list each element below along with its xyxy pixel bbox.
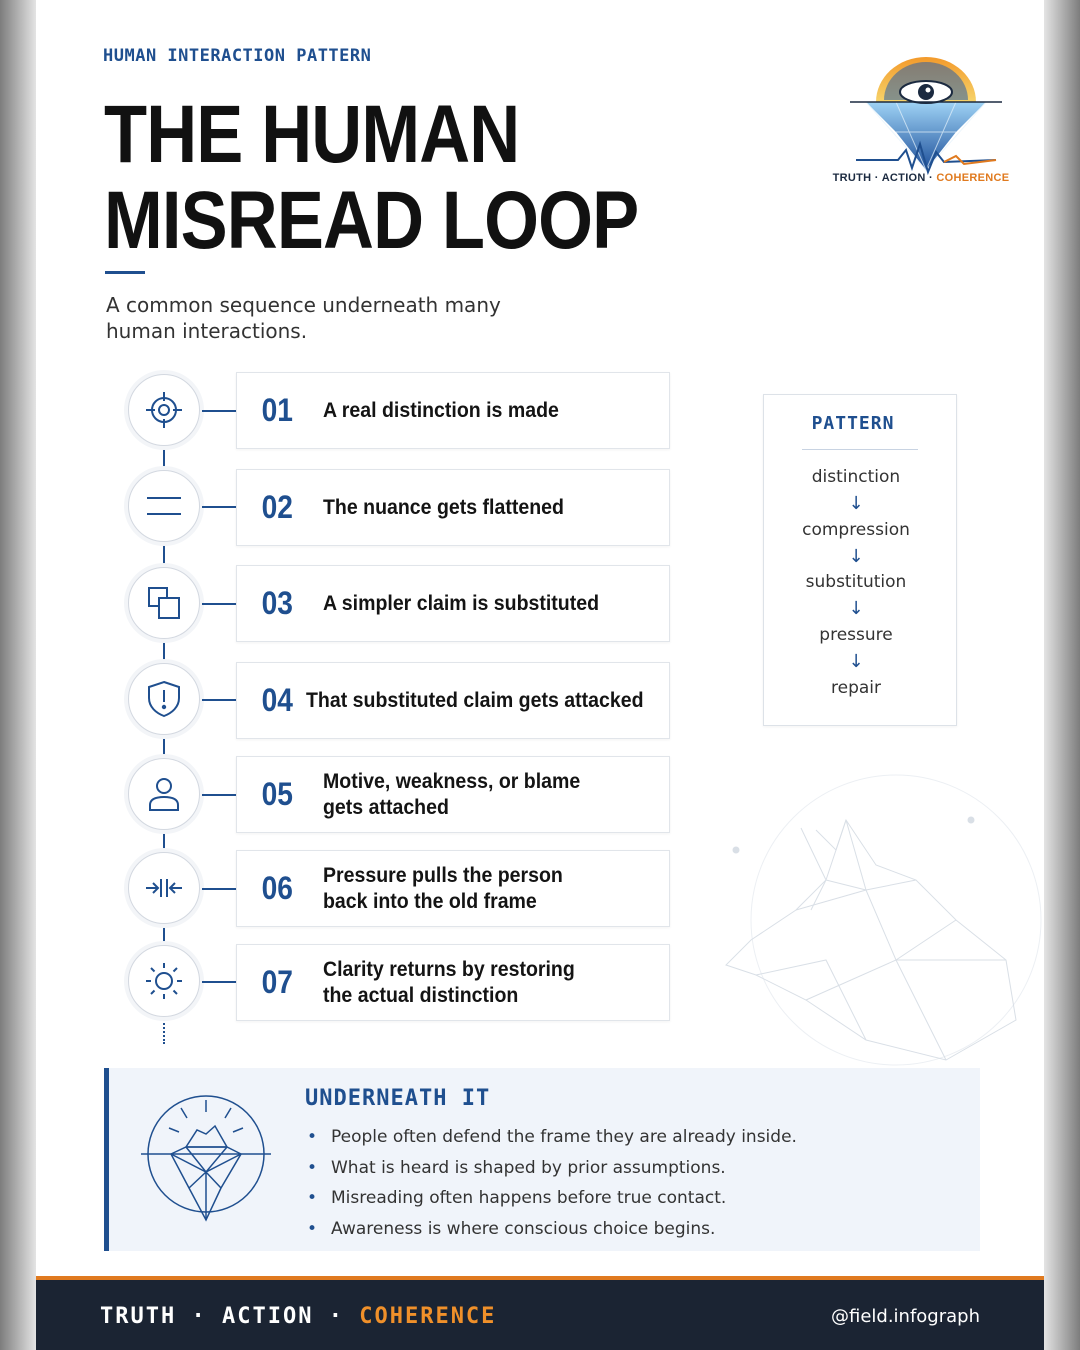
eyebrow-label: HUMAN INTERACTION PATTERN (103, 46, 372, 66)
target-icon (128, 374, 200, 446)
step-card-02 (236, 469, 670, 546)
step-label: Motive, weakness, or blame gets attached (323, 769, 581, 819)
step-connector (202, 981, 236, 983)
step-card-07 (236, 944, 670, 1021)
step-connector (202, 794, 236, 796)
step-number: 04 (261, 682, 293, 718)
title-accent-bar (105, 271, 145, 274)
pattern-item: pressure (819, 625, 893, 645)
eye-diamond-icon (836, 52, 1016, 192)
step-connector (202, 410, 236, 412)
step-label: A real distinction is made (323, 398, 559, 422)
step-card-03 (236, 565, 670, 642)
step-number: 02 (261, 489, 293, 525)
footer-bar (36, 1276, 1044, 1350)
pattern-divider (802, 449, 918, 450)
person-icon (128, 758, 200, 830)
arrow-down-icon: ↓ (848, 651, 864, 672)
step-number: 03 (261, 585, 293, 621)
footer-handle[interactable]: @field.infograph (830, 1306, 980, 1327)
arrow-down-icon: ↓ (848, 546, 864, 567)
step-connector (202, 699, 236, 701)
underneath-heading: UNDERNEATH IT (305, 1086, 491, 1111)
iceberg-icon (141, 1092, 271, 1222)
step-number: 05 (261, 776, 293, 812)
step-label: That substituted claim gets attacked (306, 688, 644, 712)
step-label: Clarity returns by restoring the actual distinction (323, 957, 575, 1007)
page-subtitle: A common sequence underneath many human interactions. (106, 293, 501, 343)
shield-icon (128, 663, 200, 735)
pattern-item: compression (802, 520, 910, 540)
step-card-04 (236, 662, 670, 739)
step-number: 01 (261, 392, 293, 428)
step-label: The nuance gets flattened (323, 495, 564, 519)
title-line-1: THE HUMAN (104, 89, 520, 180)
pattern-heading: PATTERN (811, 413, 895, 434)
step-label: Pressure pulls the person back into the old frame (323, 863, 563, 913)
pattern-item: substitution (805, 572, 907, 592)
equals-icon (128, 470, 200, 542)
underneath-panel (104, 1068, 980, 1251)
step-number: 07 (261, 964, 293, 1000)
page-title (104, 89, 723, 266)
logo-tagline: TRUTH · ACTION · COHERENCE (832, 172, 1010, 184)
arrow-down-icon: ↓ (848, 598, 864, 619)
step-number: 06 (261, 870, 293, 906)
step-connector (202, 603, 236, 605)
title-line-2: MISREAD LOOP (104, 175, 639, 266)
list-item: • What is heard is shaped by prior assumptions. (305, 1153, 797, 1184)
list-item: • Misreading often happens before true contact. (305, 1183, 797, 1214)
list-item: • Awareness is where conscious choice begins. (305, 1214, 797, 1245)
wolf-watermark-icon (716, 770, 1044, 1070)
infographic-page (36, 0, 1044, 1350)
pattern-panel (763, 394, 957, 726)
right-frame-edge (1044, 0, 1080, 1350)
step-card-05 (236, 756, 670, 833)
step-connector (202, 888, 236, 890)
underneath-list (305, 1122, 797, 1244)
pattern-item: repair (831, 678, 881, 698)
footer-tagline: TRUTH · ACTION · COHERENCE (100, 1304, 497, 1329)
copy-icon (128, 567, 200, 639)
step-label: A simpler claim is substituted (323, 591, 600, 615)
step-card-06 (236, 850, 670, 927)
compress-icon (128, 852, 200, 924)
pattern-item: distinction (811, 467, 901, 487)
step-card-01 (236, 372, 670, 449)
sun-icon (128, 945, 200, 1017)
left-frame-edge (0, 0, 36, 1350)
list-item: • People often defend the frame they are already inside. (305, 1122, 797, 1153)
arrow-down-icon: ↓ (848, 493, 864, 514)
step-connector (202, 506, 236, 508)
